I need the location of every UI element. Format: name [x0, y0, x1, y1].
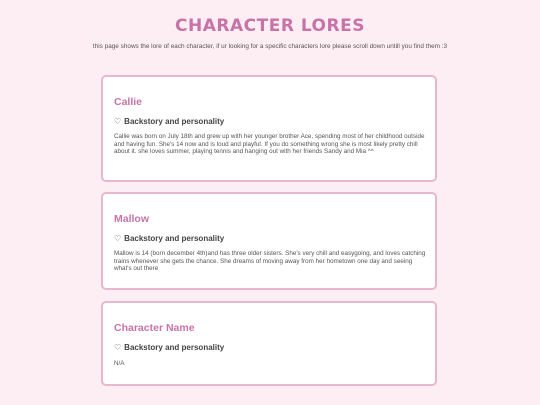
character-lore-text: N/A — [114, 360, 125, 367]
section-heading — [114, 117, 224, 126]
section-label: Backstory and personality — [124, 234, 225, 243]
character-name: Mallow — [114, 213, 150, 225]
character-card-template — [101, 301, 437, 386]
character-lore-text: Mallow is 14 (born december 4th)and has three older sisters. She's very chill and easygoing, and loves catching trains whenever she gets the chance. She dreams of moving away from her hometown one day and seeing what's out there — [114, 250, 426, 273]
heart-icon: ♡ — [114, 234, 122, 243]
character-card-mallow — [101, 192, 437, 290]
section-heading — [114, 343, 224, 352]
section-label: Backstory and personality — [124, 343, 225, 352]
character-lore-text: Callie was born on July 18th and grew up with her younger brother Ace, spending most of her childhood outside and having fun. She's 14 now and is loud and playful. If you do something wrong she is most likely pretty chill about it. she loves summer, playing tennis and hanging out with her friends Sandy and Mia ^^ — [114, 133, 425, 156]
character-card-callie — [101, 75, 437, 182]
character-name: Character Name — [114, 322, 195, 334]
page-title: CHARACTER LORES — [175, 16, 365, 36]
heart-icon: ♡ — [114, 343, 122, 352]
page-subtitle: this page shows the lore of each character, if ur looking for a specific characters lore please scroll down untill you find them :3 — [92, 43, 448, 50]
section-heading — [114, 234, 224, 243]
character-name: Callie — [114, 96, 143, 108]
section-label: Backstory and personality — [124, 117, 225, 126]
heart-icon: ♡ — [114, 117, 122, 126]
